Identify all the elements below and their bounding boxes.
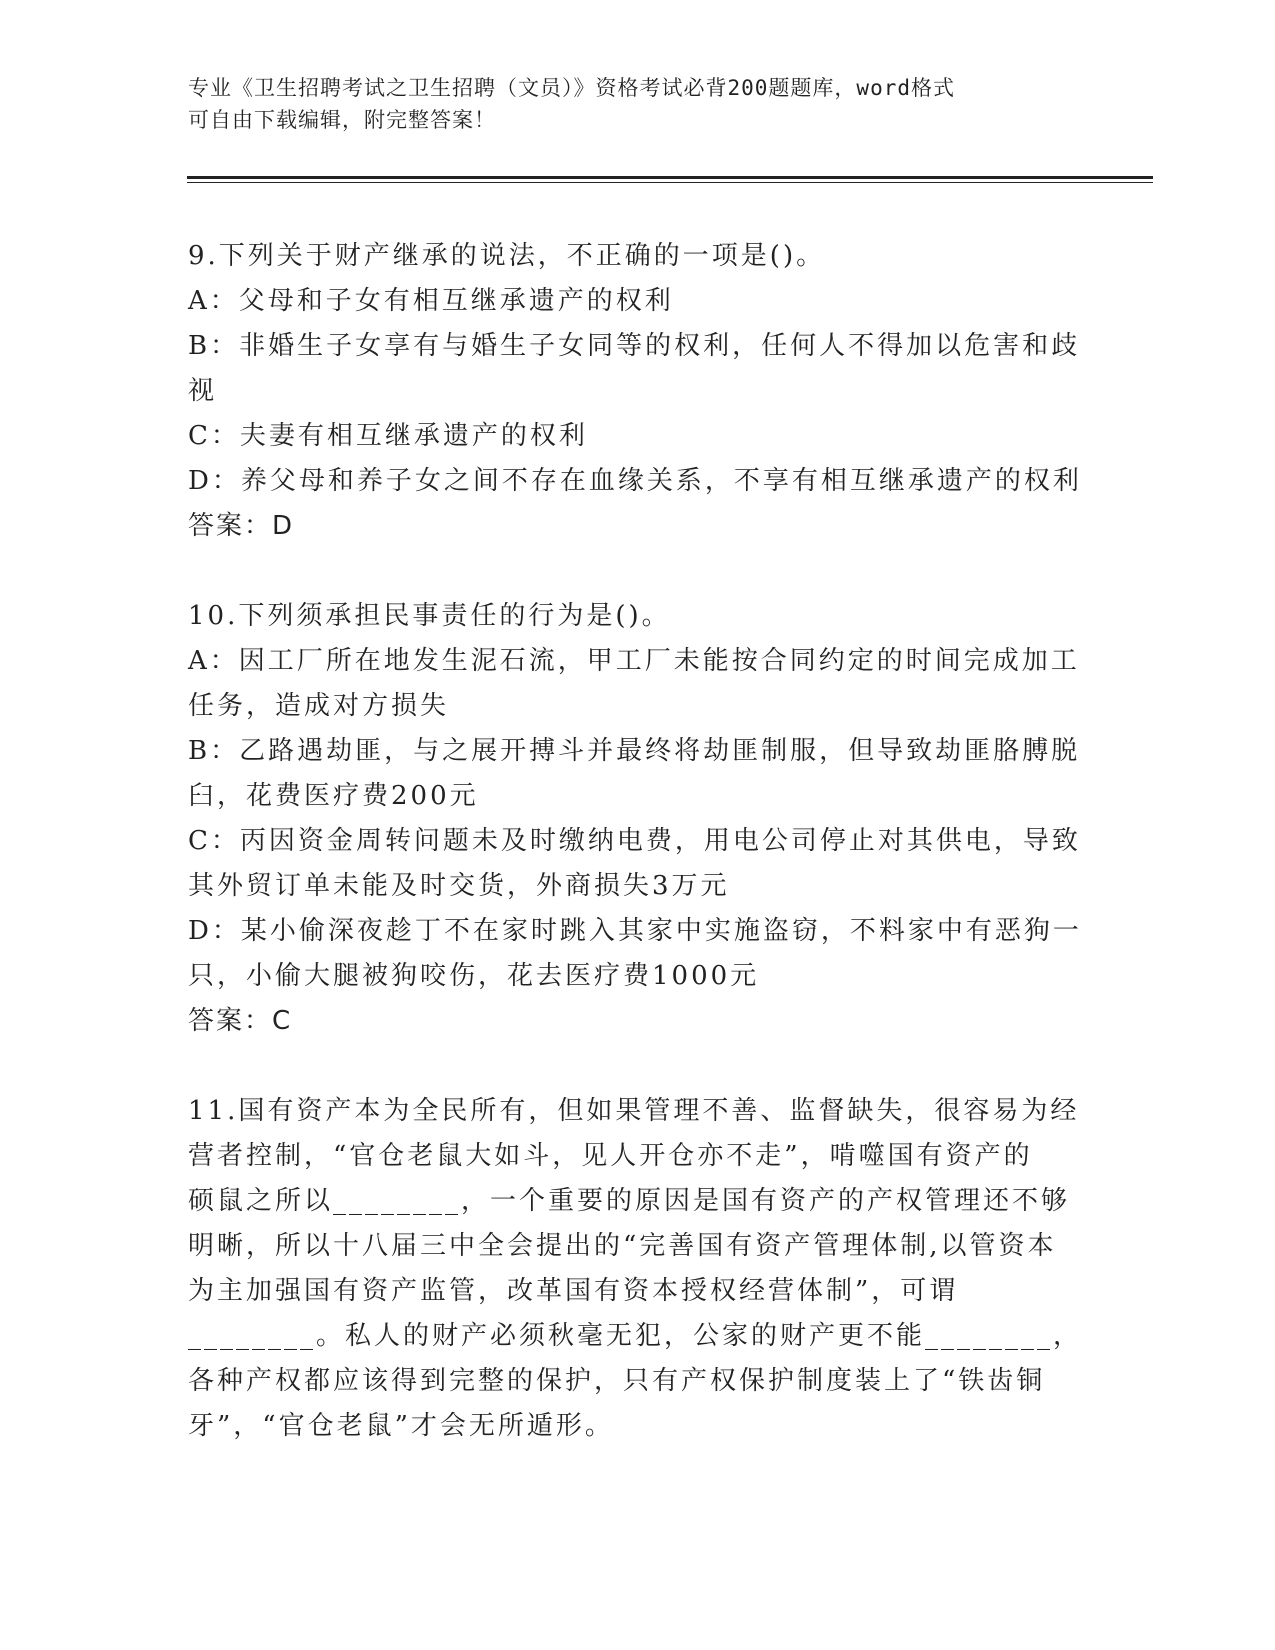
question-10-answer: 答案：C [188, 1006, 293, 1036]
question-11-line-8: 牙”，“官仓老鼠”才会无所遁形。 [188, 1411, 614, 1441]
question-9-answer: 答案：D [188, 511, 295, 541]
question-9-option-b: B：非婚生子女享有与婚生子女同等的权利，任何人不得加以危害和歧 [188, 331, 1081, 361]
question-10-option-d-cont: 只，小偷大腿被狗咬伤，花去医疗费1000元 [188, 961, 760, 991]
question-11-line-5: 为主加强国有资产监管，改革国有资本授权经营体制”，可谓 [188, 1276, 959, 1306]
header-title-line-2: 可自由下载编辑，附完整答案！ [188, 108, 496, 132]
question-10-stem: 10.下列须承担民事责任的行为是()。 [188, 601, 671, 631]
question-10-option-d: D：某小偷深夜趁丁不在家时跳入其家中实施盗窃，不料家中有恶狗一 [188, 916, 1082, 946]
question-11 [188, 1089, 1088, 1449]
question-9-option-c: C：夫妻有相互继承遗产的权利 [188, 421, 588, 451]
question-10-option-c-cont: 其外贸订单未能及时交货，外商损失3万元 [188, 871, 730, 901]
question-10-option-b: B：乙路遇劫匪，与之展开搏斗并最终将劫匪制服，但导致劫匪胳膊脱 [188, 736, 1081, 766]
question-11-line-3: 硕鼠之所以________，一个重要的原因是国有资产的产权管理还不够 [188, 1186, 1071, 1216]
question-9-option-b-cont: 视 [188, 376, 218, 406]
document-header [188, 72, 1068, 136]
question-10-option-a: A：因工厂所在地发生泥石流，甲工厂未能按合同约定的时间完成加工 [188, 646, 1080, 676]
question-10-option-a-cont: 任务，造成对方损失 [188, 691, 450, 721]
header-rule-thick [187, 176, 1153, 179]
question-11-line-7: 各种产权都应该得到完整的保护，只有产权保护制度装上了“铁齿铜 [188, 1366, 1046, 1396]
question-list [188, 234, 1088, 1449]
question-11-line-2: 营者控制，“官仓老鼠大如斗，见人开仓亦不走”，啃噬国有资产的 [188, 1141, 1033, 1171]
question-9 [188, 234, 1088, 549]
question-9-stem: 9.下列关于财产继承的说法，不正确的一项是()。 [188, 241, 826, 271]
question-9-option-d: D：养父母和养子女之间不存在血缘关系，不享有相互继承遗产的权利 [188, 466, 1082, 496]
question-10 [188, 594, 1088, 1044]
header-title-line-1: 专业《卫生招聘考试之卫生招聘（文员）》资格考试必背200题题库，word格式 [188, 76, 955, 100]
question-10-option-c: C：丙因资金周转问题未及时缴纳电费，用电公司停止对其供电，导致 [188, 826, 1081, 856]
question-11-line-1: 11.国有资产本为全民所有，但如果管理不善、监督缺失，很容易为经 [188, 1096, 1080, 1126]
question-9-option-a: A：父母和子女有相互继承遗产的权利 [188, 286, 674, 316]
question-11-line-4: 明晰，所以十八届三中全会提出的“完善国有资产管理体制,以管资本 [188, 1231, 1057, 1261]
question-11-line-6: ________。私人的财产必须秋毫无犯，公家的财产更不能________， [188, 1321, 1083, 1351]
header-rule-thin [187, 182, 1153, 183]
question-10-option-b-cont: 臼，花费医疗费200元 [188, 781, 479, 811]
